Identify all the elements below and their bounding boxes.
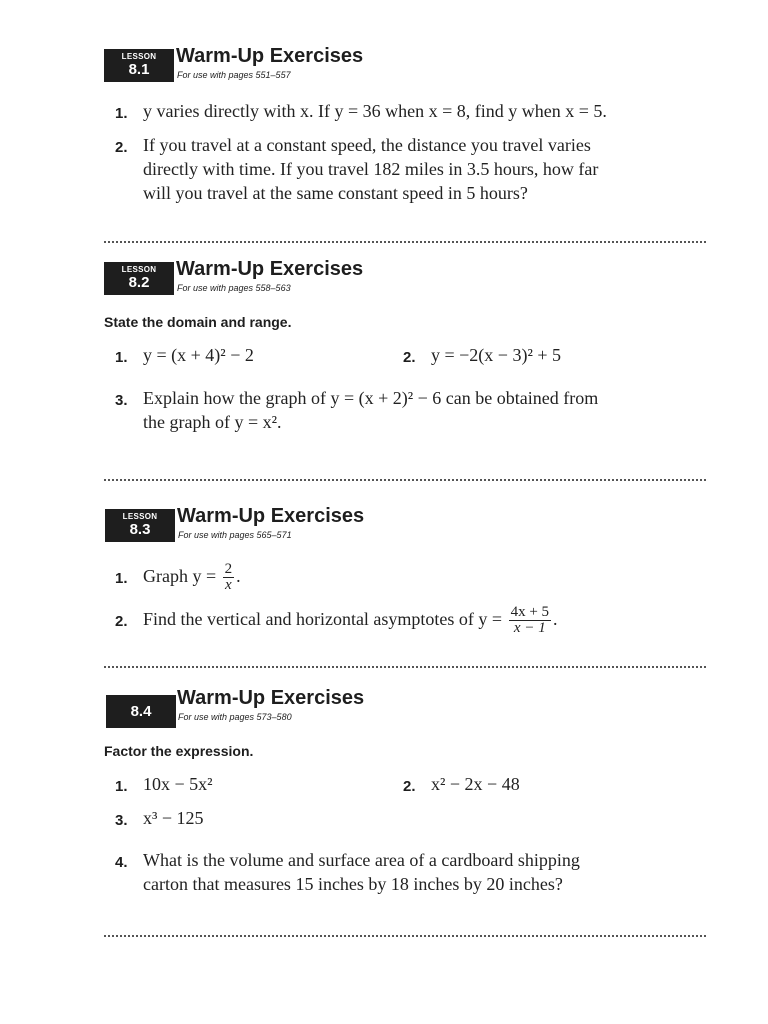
pages-note: For use with pages 565–571	[178, 530, 292, 540]
instruction: State the domain and range.	[104, 314, 292, 330]
question-number: 3.	[115, 392, 128, 409]
question-text	[143, 848, 580, 896]
lesson-badge	[106, 695, 176, 728]
section-title: Warm-Up Exercises	[176, 45, 364, 67]
question-number: 1.	[115, 349, 128, 366]
lesson-number: 8.2	[128, 274, 150, 291]
question-line: the graph of y = x².	[143, 412, 282, 432]
fraction-numerator: 4x + 5	[510, 604, 550, 621]
question-line: will you travel at the same constant speed in 5 hours?	[143, 183, 528, 203]
question-text: x² − 2x − 48	[431, 774, 520, 794]
lesson-number: 8.1	[128, 61, 150, 78]
question-number: 2.	[403, 349, 416, 366]
section-title: Warm-Up Exercises	[177, 505, 365, 527]
instruction: Factor the expression.	[104, 743, 254, 759]
dotted-divider	[104, 479, 706, 481]
question-number: 3.	[115, 812, 128, 829]
dotted-divider	[104, 666, 706, 668]
dotted-divider	[104, 935, 706, 937]
question-text-after: .	[553, 609, 558, 629]
question-number: 2.	[115, 139, 128, 156]
question-text	[143, 601, 558, 637]
question-text	[143, 133, 598, 205]
question-number: 1.	[115, 778, 128, 795]
lesson-badge	[105, 509, 175, 542]
dotted-divider	[104, 241, 706, 243]
fraction	[509, 605, 551, 636]
fraction	[223, 562, 235, 593]
question-text: y varies directly with x. If y = 36 when x = 8, find y when x = 5.	[143, 101, 607, 121]
pages-note: For use with pages 551–557	[177, 70, 291, 80]
lesson-badge	[104, 262, 174, 295]
lesson-number: 8.4	[130, 703, 152, 720]
question-number: 1.	[115, 105, 128, 122]
question-number: 2.	[115, 613, 128, 630]
question-text	[143, 386, 598, 434]
pages-note: For use with pages 558–563	[177, 283, 291, 293]
question-1	[115, 558, 675, 594]
question-line: directly with time. If you travel 182 miles in 3.5 hours, how far	[143, 159, 599, 179]
fraction-denominator: x − 1	[513, 620, 546, 637]
question-line: What is the volume and surface area of a cardboard shipping	[143, 850, 580, 870]
question-text	[143, 558, 241, 594]
question-text-before: Find the vertical and horizontal asymptotes of y =	[143, 609, 503, 629]
pages-note: For use with pages 573–580	[178, 712, 292, 722]
question-text: x³ − 125	[143, 808, 204, 828]
question-line: carton that measures 15 inches by 18 inches by 20 inches?	[143, 874, 563, 894]
lesson-badge	[104, 49, 174, 82]
question-line: If you travel at a constant speed, the distance you travel varies	[143, 135, 591, 155]
section-title: Warm-Up Exercises	[176, 258, 364, 280]
question-text: 10x − 5x²	[143, 774, 213, 794]
fraction-numerator: 2	[224, 561, 233, 578]
lesson-label: LESSON	[121, 265, 157, 274]
question-text: y = −2(x − 3)² + 5	[431, 345, 561, 365]
section-title: Warm-Up Exercises	[177, 687, 365, 709]
question-number: 2.	[403, 778, 416, 795]
question-text-before: Graph y =	[143, 566, 217, 586]
question-text: y = (x + 4)² − 2	[143, 345, 254, 365]
question-text-after: .	[236, 566, 241, 586]
question-line: Explain how the graph of y = (x + 2)² − 6 can be obtained from	[143, 388, 599, 408]
fraction-denominator: x	[225, 577, 232, 594]
question-number: 1.	[115, 570, 128, 587]
question-number: 4.	[115, 854, 128, 871]
lesson-number: 8.3	[129, 521, 151, 538]
lesson-label: LESSON	[121, 52, 157, 61]
lesson-label: LESSON	[122, 512, 158, 521]
question-2	[115, 601, 675, 637]
